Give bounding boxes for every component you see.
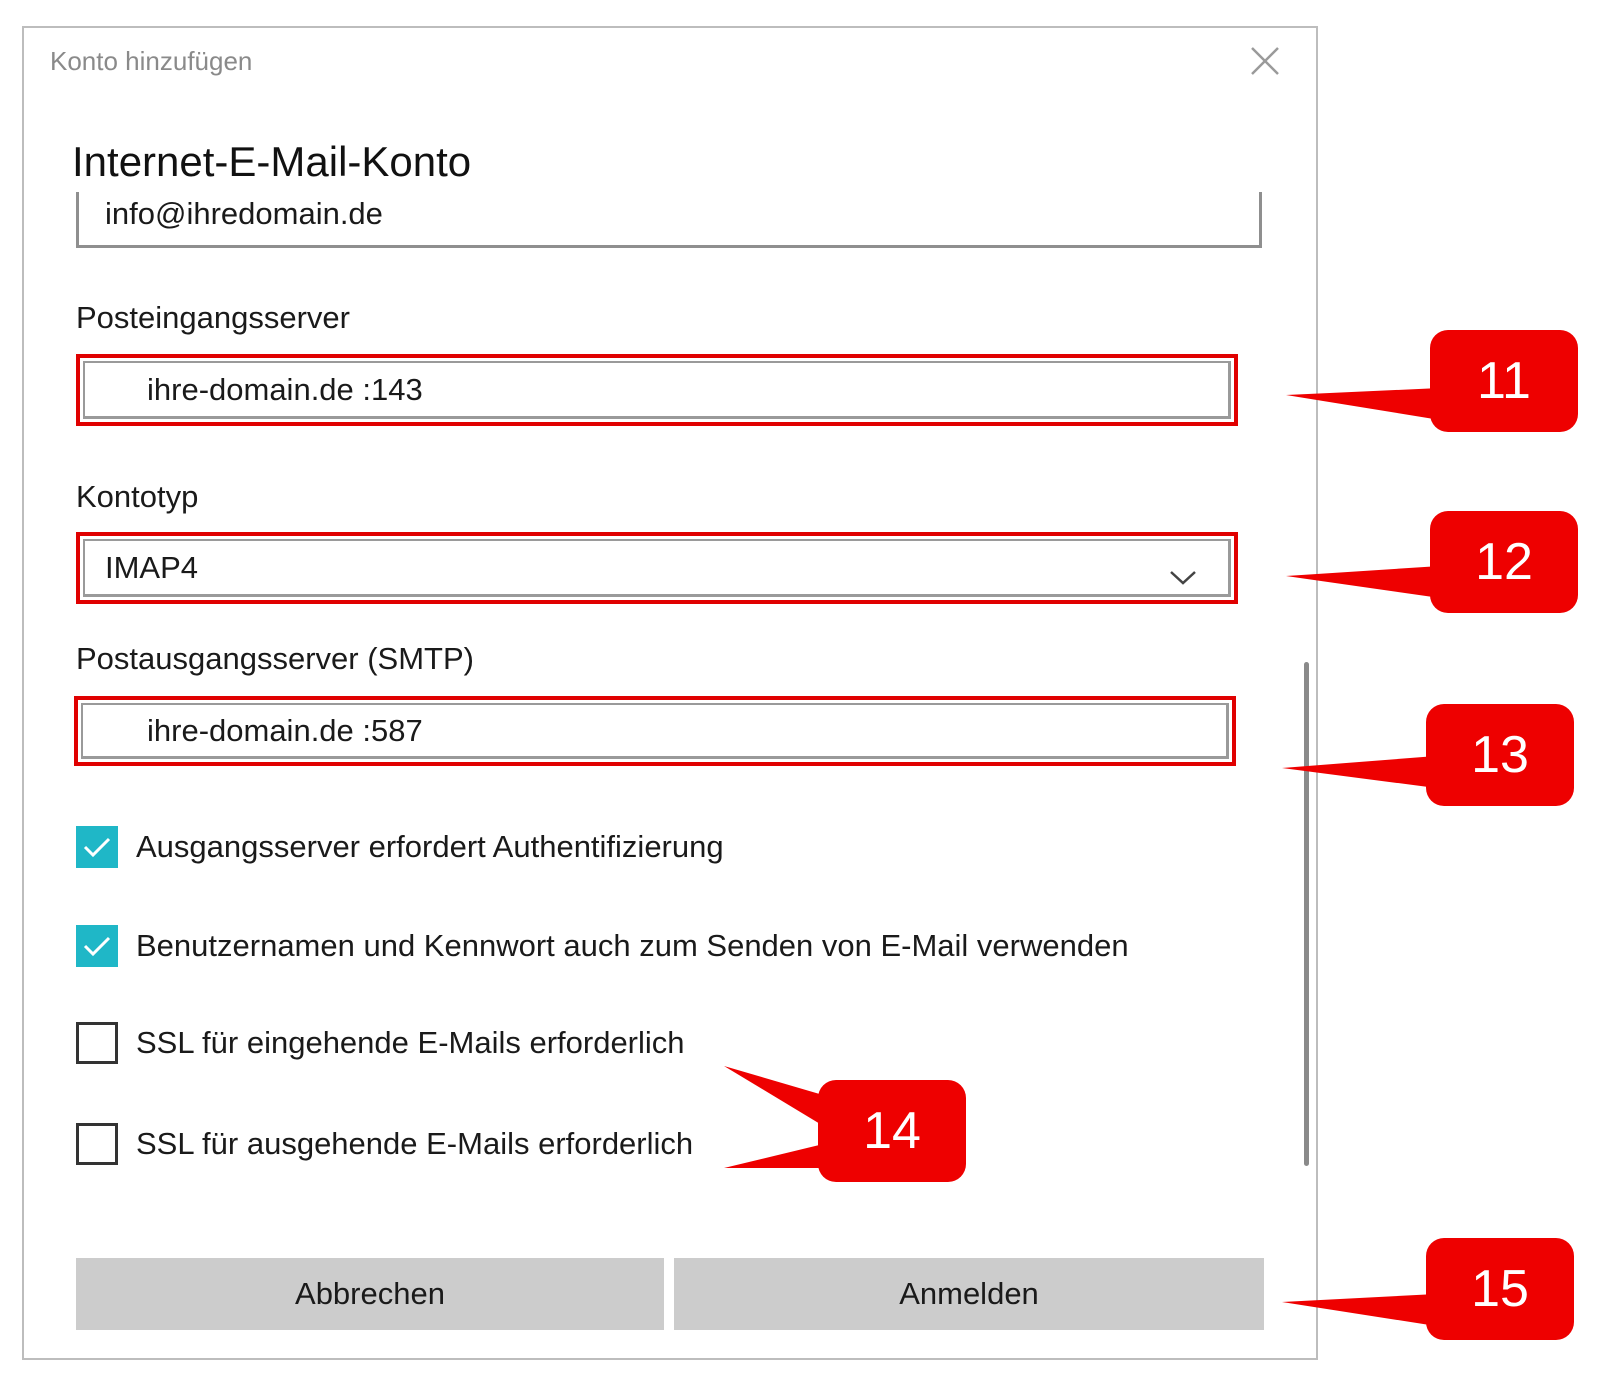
callout-pointer-13: [1282, 756, 1436, 788]
credentials-checkbox-label: Benutzernamen und Kennwort auch zum Senden von E-Mail verwenden: [136, 928, 1129, 963]
sign-in-button[interactable]: Anmelden: [674, 1258, 1264, 1330]
callout-11: 11: [1430, 330, 1578, 432]
page-title: Internet-E-Mail-Konto: [72, 138, 472, 185]
account-type-value: IMAP4: [105, 549, 199, 585]
incoming-server-label: Posteingangsserver: [76, 300, 350, 335]
ssl-outgoing-checkbox-label: SSL für ausgehende E-Mails erforderlich: [136, 1126, 694, 1161]
callout-14: 14: [818, 1080, 966, 1182]
callout-15: 15: [1426, 1238, 1574, 1340]
incoming-server-value: ihre-domain.de :143: [147, 371, 423, 407]
dialog-title: Konto hinzufügen: [50, 46, 253, 76]
outgoing-server-label: Postausgangsserver (SMTP): [76, 641, 474, 676]
auth-checkbox-label: Ausgangsserver erfordert Authentifizierung: [136, 829, 724, 864]
cancel-button[interactable]: Abbrechen: [76, 1258, 664, 1330]
callout-pointer-11: [1286, 388, 1440, 420]
callout-pointer-15: [1282, 1294, 1436, 1326]
ssl-incoming-checkbox-label: SSL für eingehende E-Mails erforderlich: [136, 1025, 685, 1060]
email-field-value: info@ihredomain.de: [105, 196, 383, 231]
outgoing-server-value: ihre-domain.de :587: [147, 712, 423, 748]
account-type-label: Kontotyp: [76, 479, 199, 514]
callout-12: 12: [1430, 511, 1578, 613]
callout-13: 13: [1426, 704, 1574, 806]
callout-pointer-12: [1286, 566, 1440, 598]
